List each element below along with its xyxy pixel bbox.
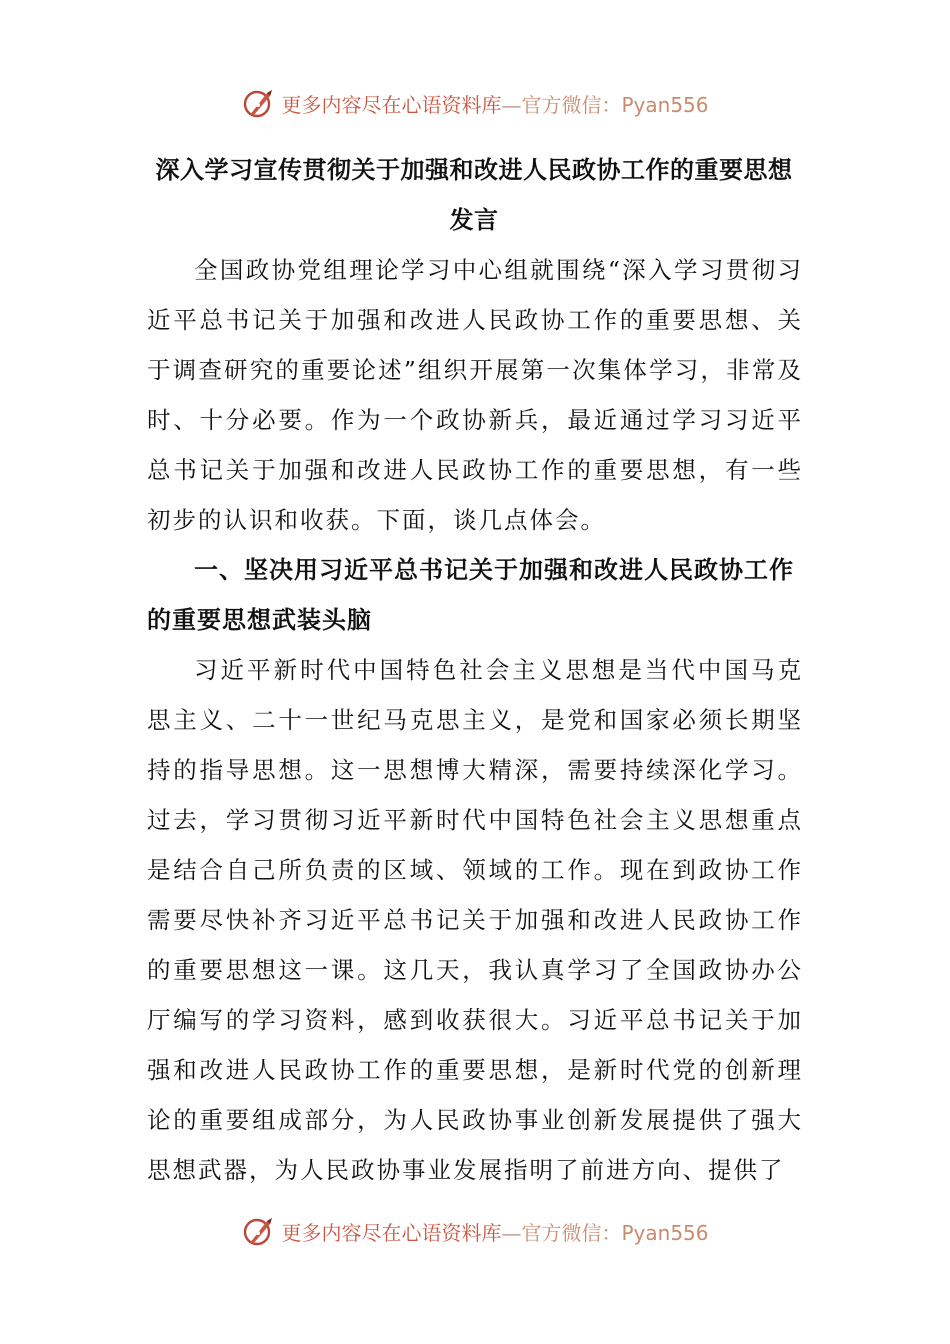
banner-dash: —	[501, 92, 522, 117]
paragraph-intro: 全国政协党组理论学习中心组就围绕“深入学习贯彻习近平总书记关于加强和改进人民政协工作的重要思想、关于调查研究的重要论述”组织开展第一次集体学习，非常及时、十分必要。作为一个政协新兵，最近通过学习习近平总书记关于加强和改进人民政协工作的重要思想，有一些初步的认识和收获。下面，谈几点体会。	[147, 256, 803, 534]
footer-banner	[0, 1211, 950, 1251]
header-banner-text	[281, 89, 708, 118]
banner-dash: —	[501, 1220, 522, 1245]
banner-wechat-id: Pyan556	[621, 1220, 709, 1245]
paragraph-section-1: 习近平新时代中国特色社会主义思想是当代中国马克思主义、二十一世纪马克思主义，是党和国家必须长期坚持的指导思想。这一思想博大精深，需要持续深化学习。过去，学习贯彻习近平新时代中国特色社会主义思想重点是结合自己所负责的区域、领域的工作。现在到政协工作需要尽快补齐习近平总书记关于加强和改进人民政协工作的重要思想这一课。这几天，我认真学习了全国政协办公厅编写的学习资料，感到收获很大。习近平总书记关于加强和改进人民政协工作的重要思想，是新时代党的创新理论的重要组成部分，为人民政协事业创新发展提供了强大思想武器，为人民政协事业发展指明了前进方向、提供了	[147, 656, 803, 1184]
banner-wechat-id: Pyan556	[621, 92, 709, 117]
banner-sub-text: 官方微信：	[521, 1220, 622, 1245]
footer-banner-text	[281, 1217, 708, 1246]
header-banner	[0, 83, 950, 123]
section-heading-1: 一、坚决用习近平总书记关于加强和改进人民政协工作的重要思想武装头脑	[147, 555, 794, 634]
document-body	[147, 145, 803, 1195]
banner-sub-text: 官方微信：	[521, 92, 622, 117]
document-title: 深入学习宣传贯彻关于加强和改进人民政协工作的重要思想发言	[155, 155, 793, 234]
banner-main-text: 更多内容尽在心语资料库	[281, 1220, 502, 1245]
pen-nib-logo-icon	[241, 85, 277, 121]
banner-main-text: 更多内容尽在心语资料库	[281, 92, 502, 117]
pen-nib-logo-icon	[241, 1213, 277, 1249]
